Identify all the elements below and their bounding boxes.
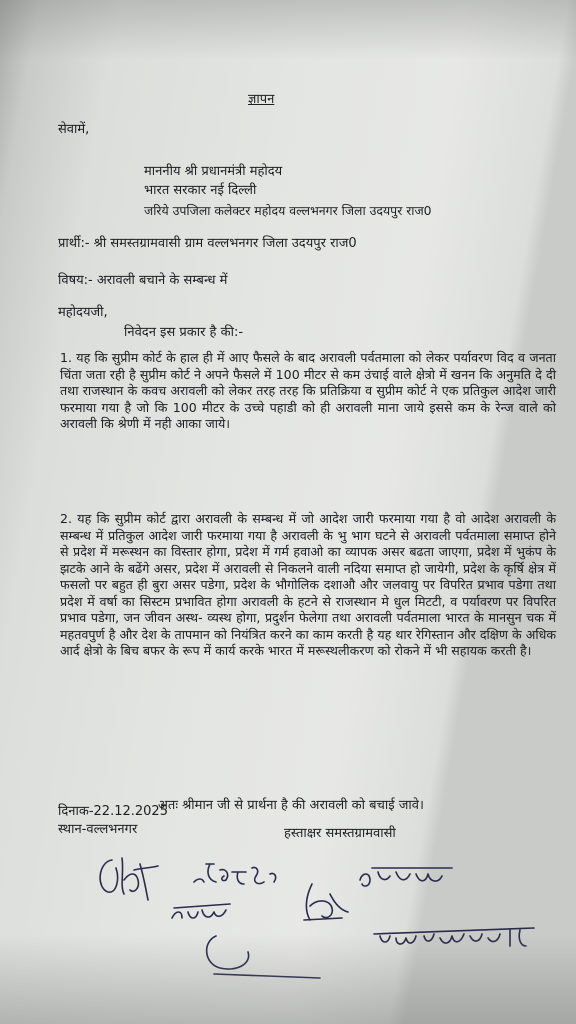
- addressee-line-3: जरिये उपजिला कलेक्टर महोदय वल्लभनगर जिला उदयपुर राज0: [144, 203, 432, 218]
- signature-ramesh: [190, 852, 290, 896]
- closing-line: अतः श्रीमान जी से प्रार्थना है की अरावली को बचाई जावे।: [158, 798, 424, 813]
- addressee-line-2: भारत सरकार नई दिल्ली: [144, 183, 257, 198]
- date-line: दिनाक-22.12.2025: [58, 804, 168, 819]
- paragraph-1: 1. यह कि सुप्रीम कोर्ट के हाल ही में आए फैसले के बाद अरावली पर्वतमाला को लेकर पर्यावरण विद व जनता चिंता जता रही है सुप्रीम कोर्ट ने अपने फैसले में 100 मीटर से कम उंचाई वाले क्षेत्रो में खनन कि अनुमति दे दी तथा राजस्थान के कवच अरावली को लेकर तरह तरह कि प्रतिक्रिया व सुप्रीम कोर्ट ने एक प्रतिकुल आदेश जारी फरमाया गया है जो कि 100 मीटर के उच्चे पहाडी को ही अरावली माना जाये इससे कम के रेन्ज वाले को अरावली कि श्रेणी में नही आका जाये।: [60, 350, 556, 431]
- intro-line: निवेदन इस प्रकार है की:-: [124, 325, 244, 340]
- signature-1: [94, 850, 164, 905]
- place-line: स्थान-वल्लभनगर: [58, 822, 138, 837]
- document-title: ज्ञापन: [248, 92, 275, 107]
- salutation: सेवामें,: [58, 122, 90, 137]
- bottom-shadow: [0, 934, 576, 1024]
- signature-label: हस्ताक्षर समस्तग्रामवासी: [284, 826, 396, 841]
- subject-line: विषय:- अरावली बचाने के सम्बन्ध में: [58, 273, 228, 288]
- paragraph-2: 2. यह कि सुप्रीम कोर्ट द्वारा अरावली के सम्बन्ध में जो आदेश जारी फरमाया गया है वो आदेश अरावली के सम्बन्ध में प्रतिकुल आदेश जारी फरमाया गया है अरावली के भु भाग घटने से अरावली पर्वतमाला समाप्त होने से प्रदेश में मरूस्थन का विस्तार होगा, प्रदेश में गर्म हवाओ का व्यापक असर बढता जाएगा, प्रदेश में भुकंप के झटके आने के बढेंगे असर, प्रदेश में अरावली से निकलने वाली नदिया समाप्त हो जायेगी, प्रदेश के कृर्षि क्षेत्र में फसलो पर बहुत ही बुरा असर पडेगा, प्रदेश के भौगोलिक दशाऔ और जलवायु पर विपरित प्रभाव पडेगा तथा प्रदेश में वर्षा का सिस्टम प्रभावित होगा अरावली के हटने से राजस्थान मे धुल मिटटी, व पर्यावरण पर विपरित प्रभाव पडेगा, जन जीवन अस्थ- व्यस्थ होगा, प्रदुर्शन फेलेगा तथा अरावली पर्वतमाला भारत के मानसुन चक में महतवपुर्ण है और देश के तापमान को नियंत्रित करने का काम करती है यह थार रेगिस्तान और दक्षिण के अधिक आर्द क्षेत्रो के बिच बफर के रूप में कार्य करके भारत में मरूस्थलीकरण को रोकने में भी सहायक करती है।: [60, 511, 556, 658]
- top-shadow: [0, 0, 576, 60]
- applicant-line: प्रार्थी:- श्री समस्तग्रामवासी ग्राम वल्लभनगर जिला उदयपुर राज0: [58, 236, 357, 251]
- greeting: महोदयजी,: [58, 305, 108, 320]
- signature-prakash: [356, 860, 456, 892]
- addressee-line-1: माननीय श्री प्रधानमंत्री महोदय: [144, 164, 283, 179]
